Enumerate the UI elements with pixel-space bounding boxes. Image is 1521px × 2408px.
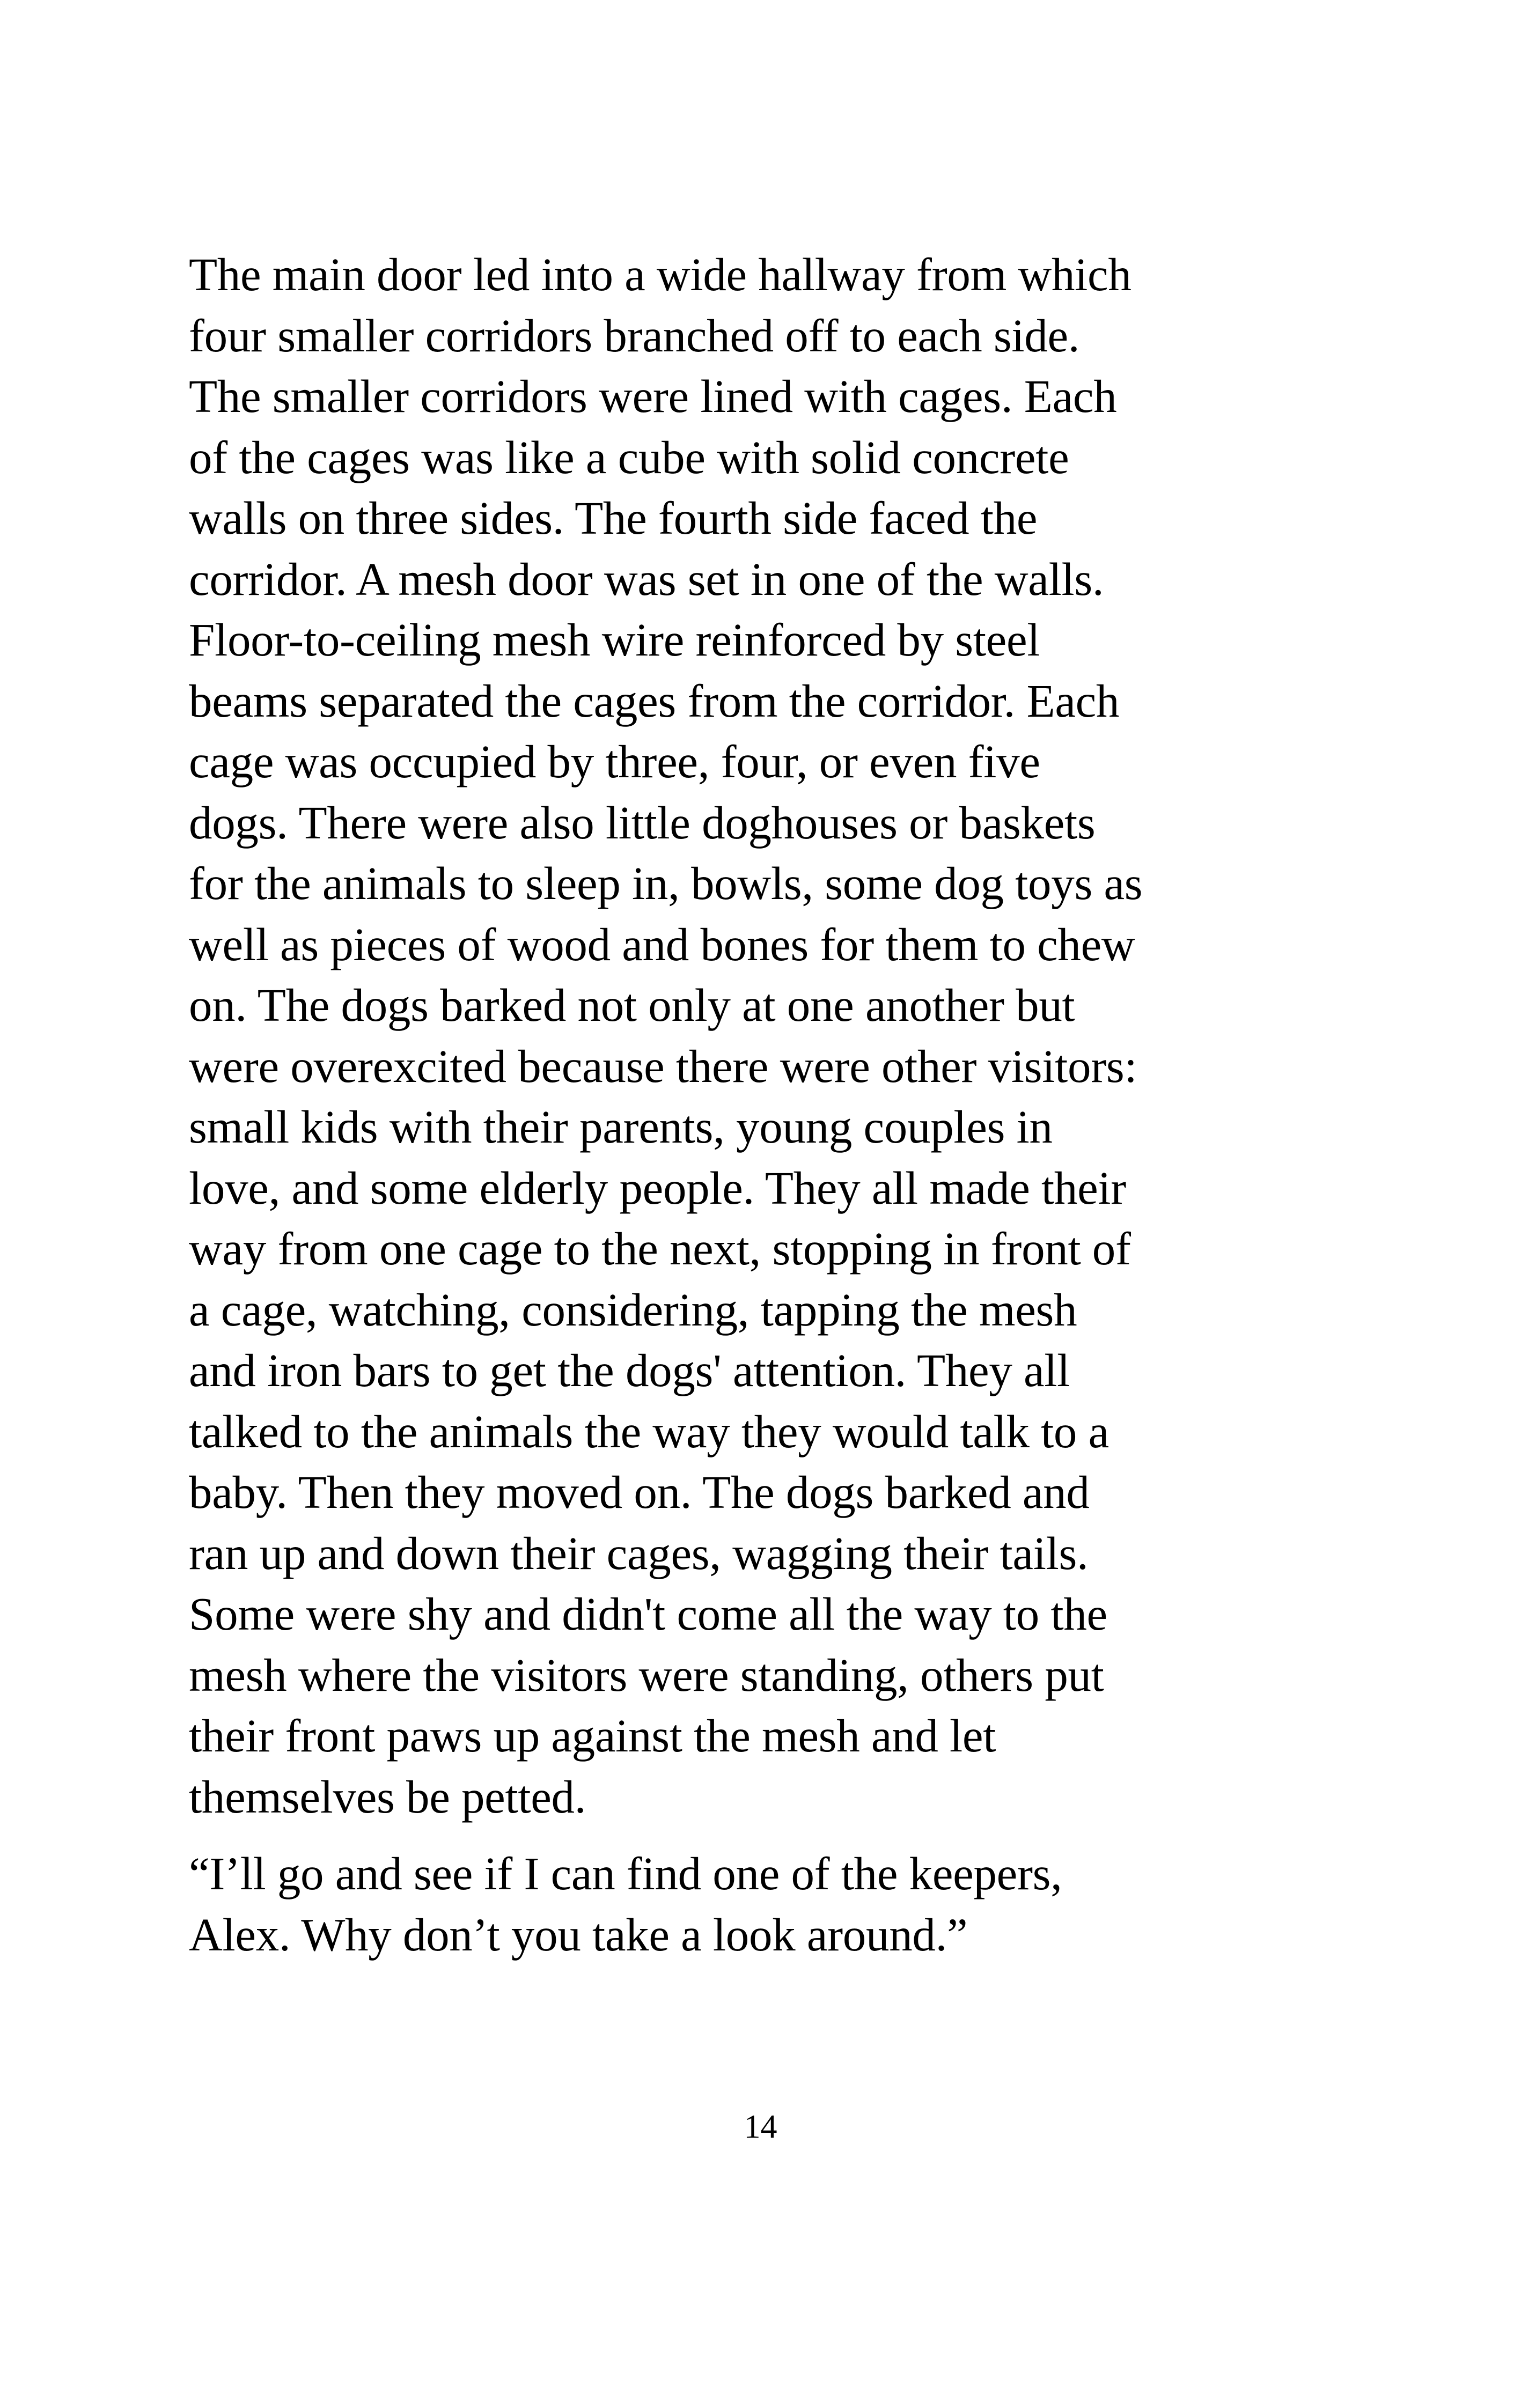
- text-line: for the animals to sleep in, bowls, some dog toys as: [189, 857, 1143, 909]
- text-line: and iron bars to get the dogs' attention. They all: [189, 1344, 1070, 1396]
- text-line: “I’ll go and see if I can find one of the keepers,: [189, 1847, 1062, 1899]
- text-line: of the cages was like a cube with solid concrete: [189, 431, 1069, 483]
- page-number: 14: [744, 2109, 777, 2145]
- text-line: well as pieces of wood and bones for them to chew: [189, 918, 1135, 970]
- text-line: The smaller corridors were lined with cages. Each: [189, 370, 1117, 422]
- text-line: small kids with their parents, young couples in: [189, 1101, 1053, 1153]
- text-line: talked to the animals the way they would talk to a: [189, 1405, 1109, 1457]
- text-line: way from one cage to the next, stopping in front of: [189, 1223, 1131, 1275]
- paragraph-spacer: [189, 1827, 1316, 1843]
- text-line: mesh where the visitors were standing, others put: [189, 1648, 1104, 1701]
- text-line: corridor. A mesh door was set in one of the walls.: [189, 553, 1104, 605]
- text-line: a cage, watching, considering, tapping the mesh: [189, 1283, 1077, 1336]
- text-line: themselves be petted.: [189, 1770, 586, 1823]
- text-line: beams separated the cages from the corridor. Each: [189, 674, 1120, 727]
- text-line: Some were shy and didn't come all the way to the: [189, 1588, 1107, 1640]
- text-line: four smaller corridors branched off to each side.: [189, 309, 1080, 362]
- text-line: cage was occupied by three, four, or even five: [189, 735, 1040, 787]
- paragraph-1: [189, 244, 1316, 1827]
- text-line: were overexcited because there were other visitors:: [189, 1040, 1137, 1092]
- paragraph-2: [189, 1843, 1316, 1965]
- text-line: Alex. Why don’t you take a look around.”: [189, 1908, 968, 1961]
- text-line: ran up and down their cages, wagging their tails.: [189, 1527, 1089, 1579]
- text-line: The main door led into a wide hallway from which: [189, 248, 1131, 300]
- body-text: [189, 244, 1316, 1965]
- text-line: walls on three sides. The fourth side faced the: [189, 492, 1038, 544]
- text-line: love, and some elderly people. They all made their: [189, 1161, 1126, 1214]
- text-line: dogs. There were also little doghouses or baskets: [189, 796, 1096, 849]
- text-line: baby. Then they moved on. The dogs barked and: [189, 1466, 1090, 1518]
- text-line: their front paws up against the mesh and let: [189, 1710, 996, 1762]
- text-line: on. The dogs barked not only at one another but: [189, 979, 1075, 1031]
- text-line: Floor-to-ceiling mesh wire reinforced by steel: [189, 614, 1040, 666]
